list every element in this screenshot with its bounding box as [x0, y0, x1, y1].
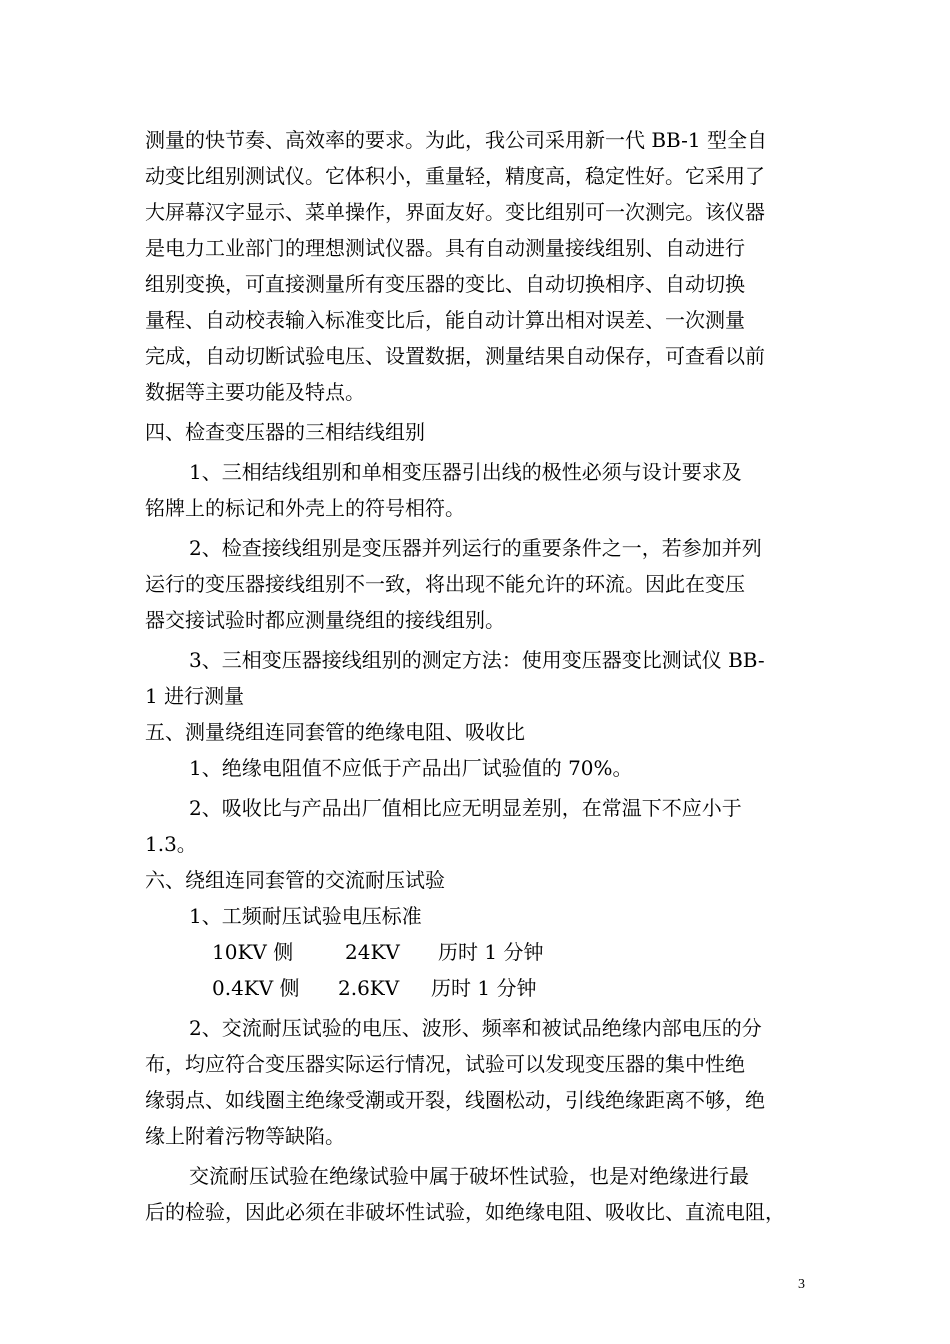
paragraph-line: 2、检查接线组别是变压器并列运行的重要条件之一，若参加并列 — [189, 536, 762, 560]
paragraph-line: 数据等主要功能及特点。 — [145, 380, 365, 404]
paragraph-line: 1、绝缘电阻值不应低于产品出厂试验值的 70%。 — [189, 756, 633, 780]
spec-voltage: 2.6KV — [338, 976, 400, 1000]
paragraph-line: 测量的快节奏、高效率的要求。为此，我公司采用新一代 BB-1 型全自 — [145, 128, 767, 152]
spec-side: 0.4KV 侧 — [212, 976, 300, 1000]
paragraph-line: 是电力工业部门的理想测试仪器。具有自动测量接线组别、自动进行 — [145, 236, 745, 260]
voltage-spec-row — [0, 938, 950, 966]
paragraph-line: 2、交流耐压试验的电压、波形、频率和被试品绝缘内部电压的分 — [189, 1016, 762, 1040]
paragraph-line: 布，均应符合变压器实际运行情况，试验可以发现变压器的集中性绝 — [145, 1052, 745, 1076]
voltage-spec-row — [0, 974, 950, 1002]
section-heading-5: 五、测量绕组连同套管的绝缘电阻、吸收比 — [145, 720, 525, 744]
paragraph-line: 缘上附着污物等缺陷。 — [145, 1124, 345, 1148]
paragraph-line: 1、三相结线组别和单相变压器引出线的极性必须与设计要求及 — [189, 460, 742, 484]
paragraph-line: 大屏幕汉字显示、菜单操作，界面友好。变比组别可一次测完。该仪器 — [145, 200, 765, 224]
paragraph-line: 运行的变压器接线组别不一致，将出现不能允许的环流。因此在变压 — [145, 572, 745, 596]
paragraph-line: 1 进行测量 — [145, 684, 245, 708]
paragraph-line: 组别变换，可直接测量所有变压器的变比、自动切换相序、自动切换 — [145, 272, 745, 296]
page-number: 3 — [798, 1277, 805, 1292]
paragraph-line: 后的检验，因此必须在非破坏性试验，如绝缘电阻、吸收比、直流电阻， — [145, 1200, 785, 1224]
spec-side: 10KV 侧 — [212, 940, 294, 964]
paragraph-line: 交流耐压试验在绝缘试验中属于破坏性试验，也是对绝缘进行最 — [189, 1164, 749, 1188]
section-heading-4: 四、检查变压器的三相结线组别 — [145, 420, 425, 444]
paragraph-line: 1、工频耐压试验电压标准 — [189, 904, 422, 928]
paragraph-line: 缘弱点、如线圈主绝缘受潮或开裂，线圈松动，引线绝缘距离不够，绝 — [145, 1088, 765, 1112]
paragraph-line: 完成，自动切断试验电压、设置数据，测量结果自动保存，可查看以前 — [145, 344, 765, 368]
paragraph-line: 2、吸收比与产品出厂值相比应无明显差别，在常温下不应小于 — [189, 796, 742, 820]
paragraph-line: 3、三相变压器接线组别的测定方法：使用变压器变比测试仪 BB- — [189, 648, 765, 672]
spec-duration: 历时 1 分钟 — [438, 940, 544, 964]
paragraph-line: 量程、自动校表输入标准变比后，能自动计算出相对误差、一次测量 — [145, 308, 745, 332]
paragraph-line: 铭牌上的标记和外壳上的符号相符。 — [145, 496, 465, 520]
paragraph-line: 器交接试验时都应测量绕组的接线组别。 — [145, 608, 505, 632]
paragraph-line: 动变比组别测试仪。它体积小，重量轻，精度高，稳定性好。它采用了 — [145, 164, 765, 188]
paragraph-line: 1.3。 — [145, 832, 197, 856]
spec-duration: 历时 1 分钟 — [431, 976, 537, 1000]
section-heading-6: 六、绕组连同套管的交流耐压试验 — [145, 868, 445, 892]
spec-voltage: 24KV — [345, 940, 400, 964]
